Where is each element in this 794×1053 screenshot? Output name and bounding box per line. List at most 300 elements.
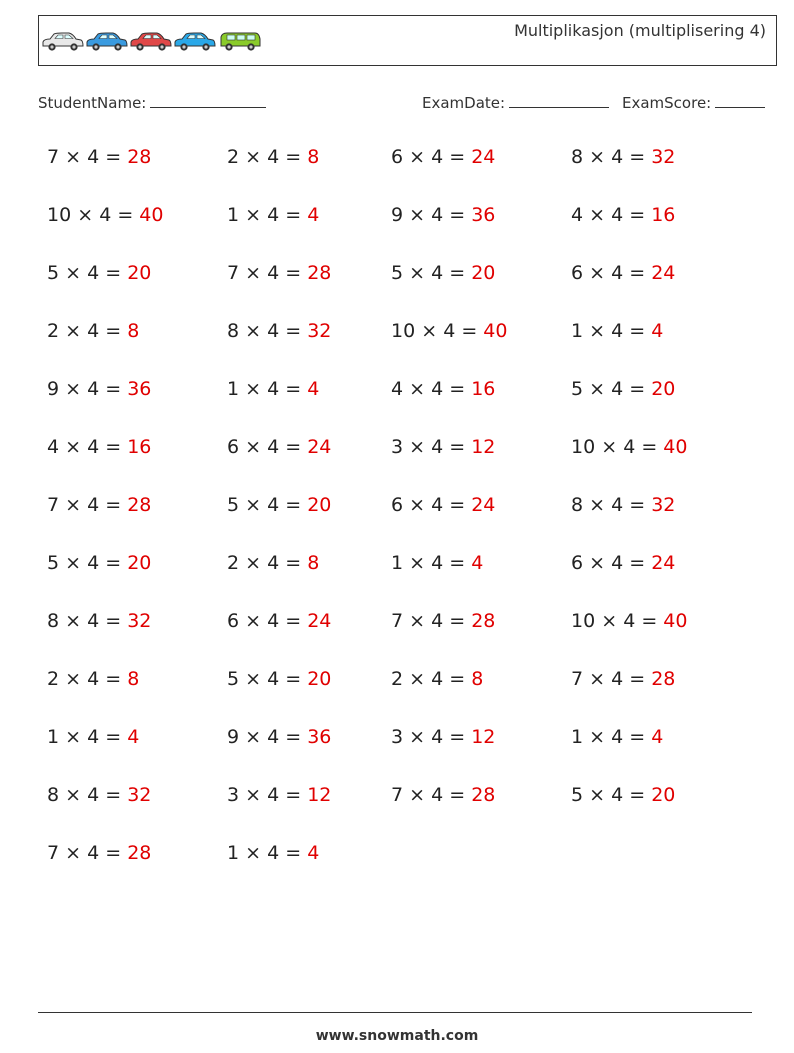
problem-cell	[47, 668, 139, 690]
equals-sign: =	[443, 378, 472, 400]
problem-cell	[47, 378, 151, 400]
problem-cell	[571, 436, 687, 458]
equals-sign: =	[99, 610, 128, 632]
footer-divider	[38, 1012, 752, 1013]
factor-b: 4	[87, 494, 100, 516]
equals-sign: =	[99, 494, 128, 516]
answer: 36	[471, 204, 496, 226]
factor-a: 8	[47, 784, 60, 806]
car-icon	[130, 30, 172, 52]
problem-cell	[227, 320, 331, 342]
equals-sign: =	[443, 726, 472, 748]
factor-a: 8	[227, 320, 240, 342]
equals-sign: =	[99, 668, 128, 690]
factor-b: 4	[611, 494, 624, 516]
factor-a: 3	[391, 436, 404, 458]
equals-sign: =	[635, 610, 664, 632]
times-sign: ×	[403, 146, 432, 168]
problem-cell	[391, 726, 495, 748]
answer: 16	[651, 204, 676, 226]
equals-sign: =	[279, 726, 308, 748]
problem-cell	[227, 668, 331, 690]
equals-sign: =	[279, 436, 308, 458]
times-sign: ×	[239, 146, 268, 168]
exam-date-field	[422, 93, 609, 112]
factor-a: 1	[391, 552, 404, 574]
factor-b: 4	[87, 842, 100, 864]
answer: 12	[471, 726, 496, 748]
problem-cell	[227, 204, 319, 226]
student-name-label: StudentName:	[38, 94, 147, 112]
equals-sign: =	[99, 726, 128, 748]
header-box	[38, 15, 777, 66]
problem-cell	[571, 262, 675, 284]
problem-cell	[391, 146, 495, 168]
factor-a: 4	[391, 378, 404, 400]
times-sign: ×	[239, 204, 268, 226]
problem-cell	[47, 262, 151, 284]
factor-a: 6	[391, 146, 404, 168]
equals-sign: =	[443, 146, 472, 168]
equals-sign: =	[99, 146, 128, 168]
factor-b: 4	[267, 494, 280, 516]
times-sign: ×	[583, 320, 612, 342]
factor-a: 1	[227, 842, 240, 864]
times-sign: ×	[403, 610, 432, 632]
problem-cell	[227, 842, 319, 864]
equals-sign: =	[443, 204, 472, 226]
answer: 4	[307, 842, 320, 864]
exam-score-blank[interactable]	[715, 93, 765, 108]
equals-sign: =	[623, 784, 652, 806]
times-sign: ×	[239, 726, 268, 748]
equals-sign: =	[99, 784, 128, 806]
factor-a: 6	[227, 610, 240, 632]
equals-sign: =	[279, 146, 308, 168]
answer: 8	[307, 146, 320, 168]
times-sign: ×	[403, 784, 432, 806]
factor-b: 4	[431, 610, 444, 632]
factor-a: 10	[47, 204, 72, 226]
problem-cell	[391, 494, 495, 516]
times-sign: ×	[583, 726, 612, 748]
factor-a: 1	[227, 204, 240, 226]
answer: 12	[307, 784, 332, 806]
factor-b: 4	[267, 668, 280, 690]
times-sign: ×	[59, 784, 88, 806]
factor-a: 4	[571, 204, 584, 226]
equals-sign: =	[279, 262, 308, 284]
factor-b: 4	[267, 378, 280, 400]
times-sign: ×	[595, 610, 624, 632]
answer: 28	[307, 262, 332, 284]
factor-a: 7	[227, 262, 240, 284]
times-sign: ×	[59, 552, 88, 574]
factor-a: 6	[571, 262, 584, 284]
problem-cell	[227, 552, 319, 574]
equals-sign: =	[279, 610, 308, 632]
factor-b: 4	[431, 146, 444, 168]
factor-a: 2	[227, 552, 240, 574]
answer: 28	[127, 842, 152, 864]
exam-date-label: ExamDate:	[422, 94, 506, 112]
car-icon	[86, 30, 128, 52]
factor-a: 4	[47, 436, 60, 458]
equals-sign: =	[279, 842, 308, 864]
factor-b: 4	[267, 262, 280, 284]
factor-a: 10	[571, 610, 596, 632]
factor-a: 5	[391, 262, 404, 284]
equals-sign: =	[623, 146, 652, 168]
factor-a: 5	[47, 262, 60, 284]
times-sign: ×	[403, 204, 432, 226]
problem-cell	[391, 204, 495, 226]
factor-a: 9	[227, 726, 240, 748]
times-sign: ×	[583, 146, 612, 168]
problem-cell	[571, 784, 675, 806]
answer: 32	[307, 320, 332, 342]
factor-a: 5	[571, 784, 584, 806]
factor-b: 4	[87, 610, 100, 632]
equals-sign: =	[443, 668, 472, 690]
factor-a: 2	[391, 668, 404, 690]
problem-cell	[391, 668, 483, 690]
factor-b: 4	[611, 204, 624, 226]
problem-cell	[391, 262, 495, 284]
factor-a: 1	[571, 320, 584, 342]
equals-sign: =	[99, 262, 128, 284]
problem-cell	[227, 494, 331, 516]
times-sign: ×	[239, 378, 268, 400]
answer: 28	[471, 784, 496, 806]
times-sign: ×	[59, 726, 88, 748]
factor-a: 7	[391, 784, 404, 806]
factor-b: 4	[611, 784, 624, 806]
times-sign: ×	[239, 610, 268, 632]
times-sign: ×	[415, 320, 444, 342]
problem-cell	[47, 610, 151, 632]
factor-b: 4	[431, 668, 444, 690]
factor-a: 2	[47, 668, 60, 690]
problem-cell	[47, 842, 151, 864]
times-sign: ×	[403, 262, 432, 284]
answer: 20	[471, 262, 496, 284]
answer: 16	[471, 378, 496, 400]
problem-cell	[571, 726, 663, 748]
problem-cell	[227, 726, 331, 748]
problem-cell	[571, 552, 675, 574]
times-sign: ×	[583, 262, 612, 284]
times-sign: ×	[59, 146, 88, 168]
equals-sign: =	[111, 204, 140, 226]
factor-b: 4	[611, 378, 624, 400]
equals-sign: =	[623, 262, 652, 284]
equals-sign: =	[279, 552, 308, 574]
equals-sign: =	[443, 262, 472, 284]
problem-cell	[571, 378, 675, 400]
times-sign: ×	[583, 784, 612, 806]
factor-b: 4	[267, 204, 280, 226]
answer: 4	[471, 552, 484, 574]
factor-b: 4	[623, 610, 636, 632]
answer: 20	[307, 494, 332, 516]
equals-sign: =	[443, 610, 472, 632]
factor-a: 7	[47, 146, 60, 168]
answer: 8	[307, 552, 320, 574]
answer: 24	[307, 436, 332, 458]
factor-a: 9	[47, 378, 60, 400]
answer: 8	[471, 668, 484, 690]
problem-cell	[47, 436, 151, 458]
answer: 8	[127, 320, 140, 342]
problem-cell	[391, 436, 495, 458]
problem-cell	[391, 610, 495, 632]
problem-cell	[227, 262, 331, 284]
times-sign: ×	[239, 842, 268, 864]
times-sign: ×	[239, 784, 268, 806]
factor-a: 7	[47, 842, 60, 864]
answer: 28	[127, 494, 152, 516]
factor-b: 4	[87, 668, 100, 690]
equals-sign: =	[623, 726, 652, 748]
times-sign: ×	[583, 668, 612, 690]
equals-sign: =	[99, 378, 128, 400]
answer: 20	[127, 552, 152, 574]
problem-cell	[227, 146, 319, 168]
equals-sign: =	[623, 378, 652, 400]
answer: 16	[127, 436, 152, 458]
factor-b: 4	[611, 320, 624, 342]
factor-a: 1	[47, 726, 60, 748]
equals-sign: =	[623, 204, 652, 226]
exam-score-field	[622, 93, 765, 112]
equals-sign: =	[99, 842, 128, 864]
factor-b: 4	[87, 320, 100, 342]
times-sign: ×	[583, 494, 612, 516]
factor-b: 4	[87, 784, 100, 806]
problem-cell	[47, 784, 151, 806]
answer: 24	[307, 610, 332, 632]
problem-cell	[571, 668, 675, 690]
equals-sign: =	[623, 552, 652, 574]
answer: 20	[127, 262, 152, 284]
times-sign: ×	[239, 552, 268, 574]
times-sign: ×	[59, 610, 88, 632]
problem-cell	[571, 320, 663, 342]
answer: 20	[651, 784, 676, 806]
factor-b: 4	[267, 610, 280, 632]
problem-cell	[47, 204, 163, 226]
times-sign: ×	[583, 204, 612, 226]
problem-cell	[47, 552, 151, 574]
factor-b: 4	[87, 146, 100, 168]
problem-cell	[47, 494, 151, 516]
factor-a: 6	[227, 436, 240, 458]
answer: 40	[139, 204, 164, 226]
problem-cell	[571, 146, 675, 168]
times-sign: ×	[403, 436, 432, 458]
problem-cell	[227, 378, 319, 400]
problem-cell	[391, 552, 483, 574]
times-sign: ×	[59, 436, 88, 458]
times-sign: ×	[403, 494, 432, 516]
answer: 24	[471, 146, 496, 168]
factor-b: 4	[87, 552, 100, 574]
factor-a: 8	[571, 494, 584, 516]
factor-a: 3	[391, 726, 404, 748]
answer: 4	[651, 320, 664, 342]
factor-a: 1	[227, 378, 240, 400]
factor-b: 4	[267, 436, 280, 458]
factor-a: 6	[571, 552, 584, 574]
equals-sign: =	[99, 552, 128, 574]
problem-cell	[47, 146, 151, 168]
factor-a: 10	[391, 320, 416, 342]
equals-sign: =	[279, 320, 308, 342]
times-sign: ×	[239, 262, 268, 284]
problem-cell	[391, 784, 495, 806]
factor-a: 2	[47, 320, 60, 342]
answer: 4	[307, 378, 320, 400]
factor-a: 7	[47, 494, 60, 516]
answer: 28	[471, 610, 496, 632]
times-sign: ×	[239, 436, 268, 458]
factor-a: 7	[571, 668, 584, 690]
times-sign: ×	[59, 668, 88, 690]
footer-url: www.snowmath.com	[315, 1028, 479, 1044]
times-sign: ×	[59, 494, 88, 516]
factor-b: 4	[267, 146, 280, 168]
times-sign: ×	[403, 378, 432, 400]
answer: 12	[471, 436, 496, 458]
answer: 4	[127, 726, 140, 748]
factor-b: 4	[611, 552, 624, 574]
problem-cell	[47, 726, 139, 748]
equals-sign: =	[99, 320, 128, 342]
car-icon	[174, 30, 216, 52]
factor-b: 4	[267, 842, 280, 864]
exam-score-label: ExamScore:	[622, 94, 712, 112]
student-name-field	[38, 93, 266, 112]
factor-b: 4	[431, 436, 444, 458]
factor-b: 4	[431, 494, 444, 516]
answer: 32	[651, 494, 676, 516]
equals-sign: =	[443, 436, 472, 458]
factor-a: 9	[391, 204, 404, 226]
problem-cell	[227, 784, 331, 806]
equals-sign: =	[279, 784, 308, 806]
times-sign: ×	[403, 552, 432, 574]
answer: 4	[651, 726, 664, 748]
equals-sign: =	[279, 378, 308, 400]
answer: 40	[663, 610, 688, 632]
factor-a: 6	[391, 494, 404, 516]
times-sign: ×	[403, 668, 432, 690]
equals-sign: =	[99, 436, 128, 458]
problem-cell	[391, 320, 507, 342]
factor-a: 1	[571, 726, 584, 748]
factor-b: 4	[267, 784, 280, 806]
equals-sign: =	[635, 436, 664, 458]
factor-b: 4	[87, 262, 100, 284]
equals-sign: =	[623, 494, 652, 516]
factor-b: 4	[611, 726, 624, 748]
factor-b: 4	[443, 320, 456, 342]
times-sign: ×	[59, 842, 88, 864]
answer: 28	[127, 146, 152, 168]
factor-b: 4	[611, 668, 624, 690]
factor-b: 4	[99, 204, 112, 226]
times-sign: ×	[403, 726, 432, 748]
factor-a: 5	[571, 378, 584, 400]
equals-sign: =	[279, 668, 308, 690]
factor-b: 4	[611, 262, 624, 284]
factor-b: 4	[267, 552, 280, 574]
times-sign: ×	[583, 552, 612, 574]
times-sign: ×	[59, 262, 88, 284]
equals-sign: =	[279, 494, 308, 516]
problem-cell	[47, 320, 139, 342]
exam-date-blank[interactable]	[509, 93, 609, 108]
equals-sign: =	[279, 204, 308, 226]
times-sign: ×	[239, 320, 268, 342]
factor-a: 5	[227, 494, 240, 516]
factor-b: 4	[431, 726, 444, 748]
equals-sign: =	[455, 320, 484, 342]
times-sign: ×	[583, 378, 612, 400]
factor-a: 10	[571, 436, 596, 458]
equals-sign: =	[623, 320, 652, 342]
student-name-blank[interactable]	[150, 93, 266, 108]
car-icon	[42, 30, 84, 52]
equals-sign: =	[443, 552, 472, 574]
factor-b: 4	[431, 262, 444, 284]
factor-b: 4	[611, 146, 624, 168]
problem-cell	[571, 494, 675, 516]
car-icon	[218, 30, 262, 52]
factor-a: 5	[227, 668, 240, 690]
equals-sign: =	[443, 494, 472, 516]
answer: 20	[651, 378, 676, 400]
answer: 28	[651, 668, 676, 690]
times-sign: ×	[71, 204, 100, 226]
factor-b: 4	[267, 726, 280, 748]
factor-b: 4	[87, 378, 100, 400]
factor-b: 4	[431, 378, 444, 400]
problem-cell	[391, 378, 495, 400]
factor-a: 8	[47, 610, 60, 632]
answer: 8	[127, 668, 140, 690]
times-sign: ×	[239, 668, 268, 690]
times-sign: ×	[59, 378, 88, 400]
factor-a: 8	[571, 146, 584, 168]
answer: 24	[651, 552, 676, 574]
factor-b: 4	[431, 204, 444, 226]
factor-a: 2	[227, 146, 240, 168]
problem-cell	[227, 610, 331, 632]
factor-a: 5	[47, 552, 60, 574]
answer: 32	[651, 146, 676, 168]
factor-b: 4	[623, 436, 636, 458]
answer: 36	[127, 378, 152, 400]
factor-b: 4	[267, 320, 280, 342]
answer: 20	[307, 668, 332, 690]
factor-a: 7	[391, 610, 404, 632]
answer: 40	[663, 436, 688, 458]
worksheet-title: Multiplikasjon (multiplisering 4)	[514, 21, 766, 40]
factor-a: 3	[227, 784, 240, 806]
problem-cell	[227, 436, 331, 458]
